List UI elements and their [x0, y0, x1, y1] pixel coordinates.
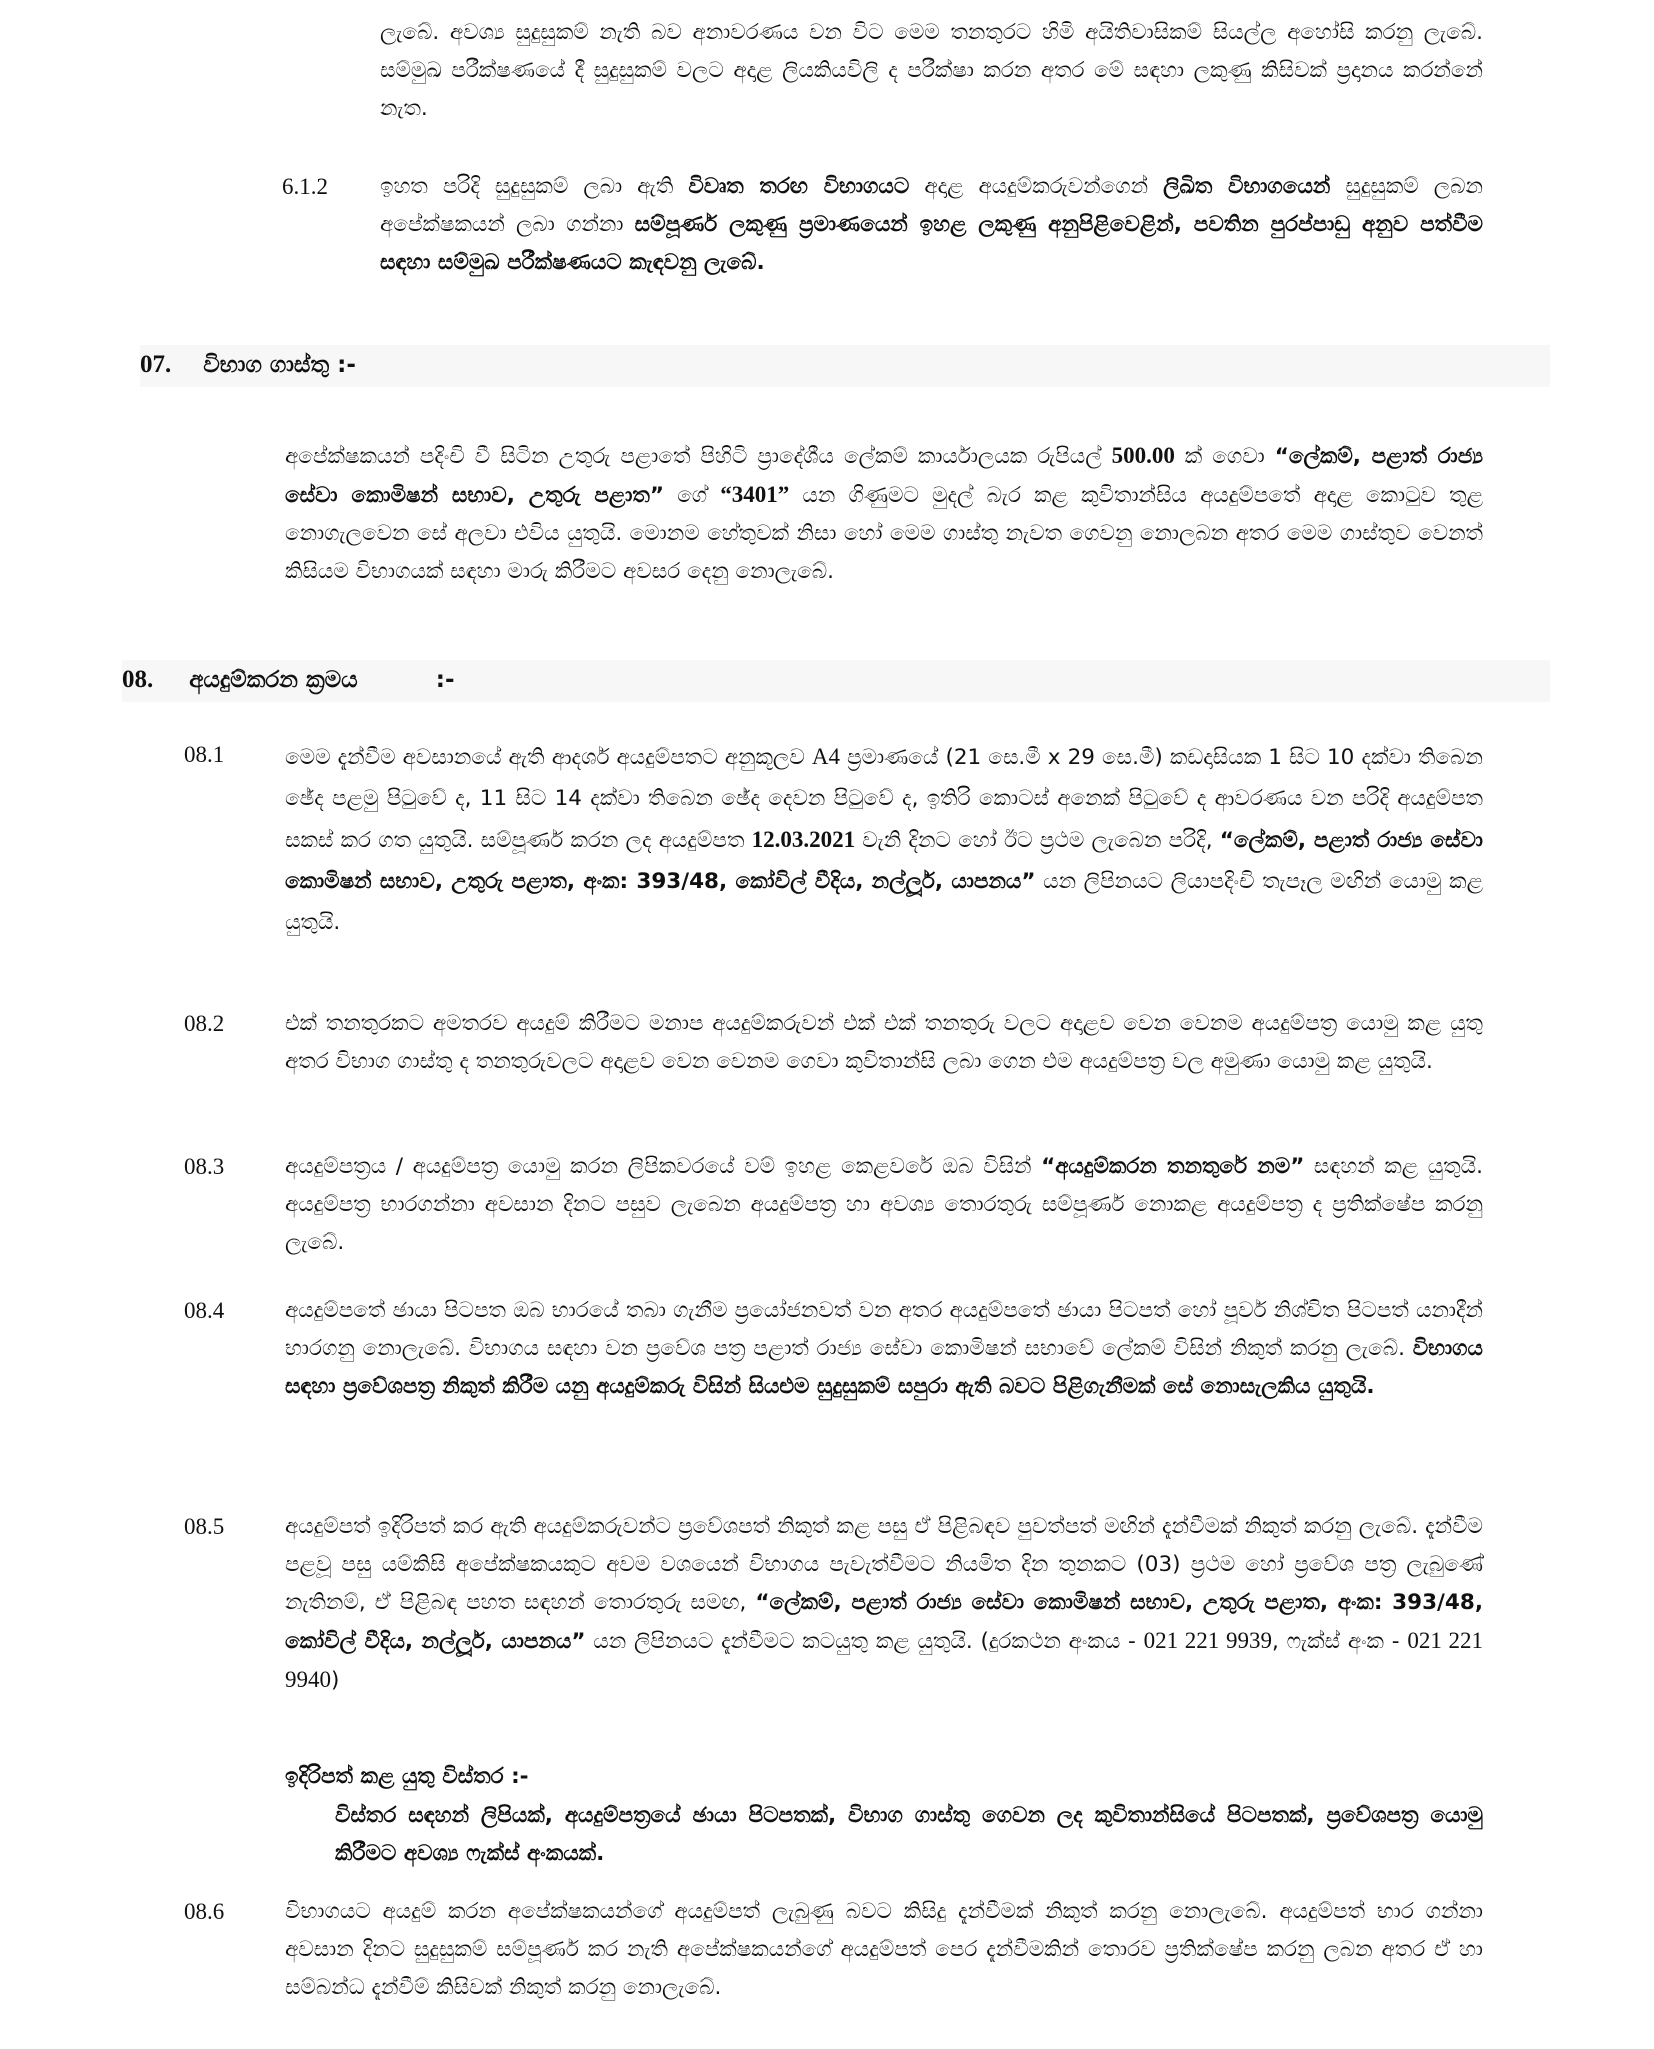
section-6-1-2-text: ඉහත පරිදි සුදුසුකම් ලබා ඇති විවෘත තරඟ විභාගයට අදාළ අයදුම්කරුවන්ගෙන් ලිඛිත විභාගයෙන් සුදුසුකම් ලබන අපේක්ෂකයන් ලබා ගන්නා සම්පූර්ණ ලකුණු ප්‍රමාණයෙන් ඉහළ ලකුණු අනුපිළිවෙළින්, පවතින පුරප්පාඩු අනුව පත්වීම සඳහා සම්මුඛ පරීක්ෂණයට කැඳවනු ලැබේ. [380, 174, 1484, 275]
item-08-6-text: විභාගයට අයදුම් කරන අපේක්ෂකයන්ගේ අයදුම්පත් ලැබුණු බවට කිසිදු දැන්වීමක් නිකුත් කරනු නොලැබේ. අයදුම්පත් භාර ගන්නා අවසාන දිනට සුදුසුකම් සම්පූර්ණ කර නැති අපේක්ෂකයන්ගේ අයදුම්පත් පෙර දැන්වීමකින් තොරව ප්‍රතික්ෂේප කරනු ලබන අතර ඒ හා සම්බන්ධ දැන්වීම් කිසිවක් නිකුත් කරනු නොලැබේ. [285, 1899, 1483, 2000]
section-08-number: 08. [122, 666, 154, 693]
exam-fee-paragraph: අපේක්ෂකයන් පදිංචි වී සිටින උතුරු පළාතේ පිහිටි ප්‍රාදේශීය ලේකම් කාර්යාලයක රුපියල් 500.00 ක් ගෙවා “ලේකම්, පළාත් රාජ්‍ය සේවා කොමිෂන් සභාව, උතුරු පළාත” ගේ “3401” යන ගිණුමට මුදල් බැර කළ කුවිතාන්සිය අයදුම්පතේ අදාළ කොටුව තුළ නොගැලවෙන සේ අලවා එවිය යුතුයි. මොනම හේතුවක් නිසා හෝ මෙම ගාස්තු නැවත ගෙවනු නොලබන අතර මෙම ගාස්තුව වෙනත් කිසියම විභාගයක් සඳහා මාරු කිරීමට අවසර දෙනු නොලැබේ. [285, 443, 1483, 584]
section-08-heading [122, 660, 1550, 702]
submission-details-heading: ඉදිරිපත් කළ යුතු විස්තර :- [285, 1764, 529, 1789]
item-08-1-text: මෙම දැන්වීම අවසානයේ ඇති ආදර්ශ අයදුම්පතට අනුකූලව A4 ප්‍රමාණයේ (21 සෙ.මී x 29 සෙ.මී) කඩදාසියක 1 සිට 10 දක්වා තිබෙන ඡේද පළමු පිටුවේ ද, 11 සිට 14 දක්වා තිබෙන ඡේද දෙවන පිටුවේ ද, ඉතිරි කොටස් අනෙක් පිටුවේ ද ආවරණය වන පරිදි අයදුම්පත සකස් කර ගත යුතුයි. සම්පූර්ණ කරන ලද අයදුම්පත 12.03.2021 වැනි දිනට හෝ ඊට ප්‍රථම ලැබෙන පරිදි, “ලේකම්, පළාත් රාජ්‍ය සේවා කොමිෂන් සභාව, උතුරු පළාත, අංක: 393/48, කෝවිල් වීදිය, නල්ලූර්, යාපනය” යන ලිපිනයට ලියාපදිංචි තැපෑල මඟින් යොමු කළ යුතුයි. [285, 744, 1483, 935]
item-08-4-text: අයදුම්පතේ ඡායා පිටපත ඔබ භාරයේ තබා ගැනීම ප්‍රයෝජනවත් වන අතර අයදුම්පතේ ඡායා පිටපත් හෝ පූර්ව නිශ්චිත පිටපත් යනාදීන් භාරගනු නොලැබේ. විභාගය සඳහා වන ප්‍රවේශ පත්‍ර පළාත් රාජ්‍ය සේවා කොමිෂන් සභාවේ ලේකම් විසින් නිකුත් කරනු ලැබේ. විභාගය සඳහා ප්‍රවේශපත්‍ර නිකුත් කිරීම යනු අයදුම්කරු විසින් සියළුම සුදුසුකම් සපුරා ඇති බවට පිළිගැනීමක් සේ නොසැලකිය යුතුයි. [285, 1298, 1483, 1399]
item-08-6-number: 08.6 [184, 1899, 225, 1924]
continuation-paragraph: ලැබේ. අවශ්‍ය සුදුසුකම් නැති බව අනාවරණය වන විට මෙම තනතුරට හිමි අයිතිවාසිකම් සියල්ල අහෝසි කරනු ලැබේ. සම්මුඛ පරීක්ෂණයේ දී සුදුසුකම් වලට අදාළ ලියකියවිලි ද පරීක්ෂා කරන අතර මේ සඳහා ලකුණු කිසිවක් ප්‍රදානය කරන්නේ නැත. [380, 20, 1483, 121]
item-08-5-number: 08.5 [184, 1514, 225, 1539]
item-08-5-text: අයදුම්පත් ඉදිරිපත් කර ඇති අයදුම්කරුවන්ට ප්‍රවේශපත් නිකුත් කළ පසු ඒ පිළිබඳව පුවත්පත් මඟින් දැන්වීමක් නිකුත් කරනු ලැබේ. දැන්වීම පළවූ පසු යම්කිසි අපේක්ෂකයකුට අවම වශයෙන් විභාගය පැවැත්වීමට නියමිත දින තුනකට (03) ප්‍රථම හෝ ප්‍රවේශ පත්‍ර ලැබුණේ නැතිනම්, ඒ පිළිබඳ පහත සඳහන් තොරතුරු සමඟ, “ලේකම්, පළාත් රාජ්‍ය සේවා කොමිෂන් සභාව, උතුරු පළාත, අංක: 393/48, කෝවිල් වීදිය, නල්ලූර්, යාපනය” යන ලිපිනයට දැන්වීමට කටයුතු කළ යුතුයි. (දුරකථන අංකය - 021 221 9939, ෆැක්ස් අංක - 021 221 9940) [285, 1514, 1484, 1693]
item-08-3-text: අයදුම්පත්‍රය / අයදුම්පත්‍ර යොමු කරන ලිපිකවරයේ වම් ඉහළ කෙළවරේ ඔබ විසින් “අයදුම්කරන තනතුරේ නම” සඳහන් කළ යුතුයි. අයදුම්පත්‍ර භාරගන්නා අවසාන දිනට පසුව ලැබෙන අයදුම්පත්‍ර හා අවශ්‍ය තොරතුරු සම්පූර්ණ නොකළ අයදුම්පත්‍ර ද ප්‍රතික්ෂේප කරනු ලැබේ. [285, 1154, 1483, 1255]
item-08-1-number: 08.1 [184, 742, 225, 767]
section-08-title: අයදුම්කරන ක්‍රමය [189, 667, 358, 693]
submission-details-text: විස්තර සඳහන් ලිපියක්, අයදුම්පත්‍රයේ ඡායා පිටපතක්, විභාග ගාස්තු ගෙවන ලද කුවිතාන්සියේ පිටපතක්, ප්‍රවේශපත්‍ර යොමු කිරීමට අවශ්‍ය ෆැක්ස් අංකයක්. [335, 1803, 1483, 1866]
section-08-title-suffix: :- [435, 667, 455, 693]
item-08-2-text: එක් තනතුරකට අමතරව අයදුම් කිරීමට මනාප අයදුම්කරුවන් එක් එක් තනතුරු වලට අදාළව වෙන වෙනම අයදුම්පත්‍ර යොමු කළ යුතු අතර විභාග ගාස්තු ද තනතුරුවලට අදාළව වෙන වෙනම ගෙවා කුවිතාන්සි ලබා ගෙන එම අයදුම්පත්‍ර වල අමුණා යොමු කළ යුතුයි. [285, 1011, 1483, 1074]
item-08-4-number: 08.4 [184, 1298, 225, 1323]
section-07-number: 07. [140, 351, 172, 378]
section-07-title: විභාග ගාස්තු :- [203, 352, 356, 378]
item-08-2-number: 08.2 [184, 1011, 225, 1036]
section-07-heading [140, 345, 1550, 387]
item-08-3-number: 08.3 [184, 1154, 225, 1179]
section-6-1-2-number: 6.1.2 [282, 174, 328, 199]
